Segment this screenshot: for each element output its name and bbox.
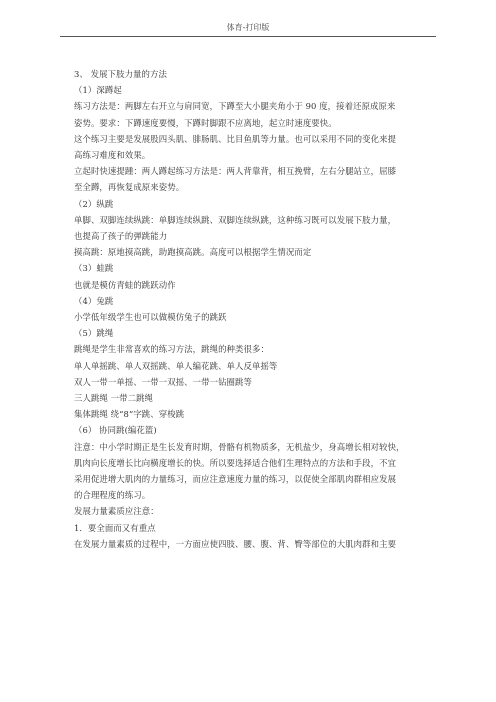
paragraph-line: 高练习难度和效果。 [74,150,151,161]
paragraph-line: 的合理程度的练习。 [74,490,151,501]
paragraph-line: 至全蹲，再恢复成原来姿势。 [74,182,185,193]
paragraph-line: 也提高了孩子的弹跳能力 [74,231,168,242]
paragraph-line: 跳绳是学生非常喜欢的练习方法，跳绳的种类很多： [74,344,269,355]
paragraph-line: 单脚、双脚连续纵跳：单脚连续纵跳、双脚连续纵跳，这种练习既可以发展下肢力量， [74,214,397,225]
numbered-heading: 1．要全面而又有重点 [74,522,156,533]
paragraph-line: 三人跳绳 一带二跳绳 [74,393,154,404]
subheading-vertical-jump: （2）纵跳 [74,198,114,209]
paragraph-line: 肌肉向长度增长比向横度增长的快。所以要选择适合他们生理特点的方法和手段，不宜 [74,457,397,468]
paragraph-line: 双人一带一单摇、一带一双摇、一带一钻圈跳等 [74,376,252,387]
subheading-jump-rope: （5）跳绳 [74,328,114,339]
subheading-frog-jump: （3）蛙跳 [74,263,114,274]
paragraph-line: 姿势。要求：下蹲速度要慢，下蹲时脚跟不应离地，起立时速度要快。 [74,117,337,128]
paragraph-line: 立起时快速提踵：两人蹲起练习方法是：两人背靠背，相互挽臂，左右分腿站立，屈膝 [74,166,397,177]
paragraph-line: 在发展力量素质的过程中，一方面应使四肢、腰、腹、背、臀等部位的大肌肉群和主要 [74,538,397,549]
header-title: 体育-打印版 [226,23,270,32]
paragraph-line: 摸高跳：原地摸高跳，助跑摸高跳。高度可以根据学生情况而定 [74,247,312,258]
paragraph-line: 小学低年级学生也可以做模仿兔子的跳跃 [74,312,227,323]
paragraph-line: 单人单摇跳、单人双摇跳、单人编花跳、单人反单摇等 [74,360,278,371]
subheading-cooperative-jump: （6） 协同跳(编花篮) [74,425,157,436]
subheading-rabbit-jump: （4）兔跳 [74,295,114,306]
document-body [74,66,426,552]
paragraph-line: 采用促进增大肌肉的力量练习，而应注意速度力量的练习，以促使全部肌肉群相应发展 [74,474,397,485]
subheading-squat: （1）深蹲起 [74,85,122,96]
paragraph-line: 这个练习主要是发展股四头肌、腓肠肌、比目鱼肌等力量。也可以采用不同的变化来提 [74,133,397,144]
paragraph-line: 也就是模仿青蛙的跳跃动作 [74,279,176,290]
section-heading: 3、 发展下肢力量的方法 [74,69,167,79]
page-header [60,22,436,37]
paragraph-line: 集体跳绳 绕“8”字跳、穿梭跳 [74,409,185,420]
paragraph-line: 注意：中小学时期正是生长发育时期，骨骼有机物质多，无机盐少，身高增长相对较快， [74,441,405,452]
paragraph-line: 练习方法是：两脚左右开立与肩同宽，下蹲至大小腿夹角小于 90 度，接着还原成原来 [74,101,396,112]
paragraph-line: 发展力量素质应注意： [74,506,159,517]
